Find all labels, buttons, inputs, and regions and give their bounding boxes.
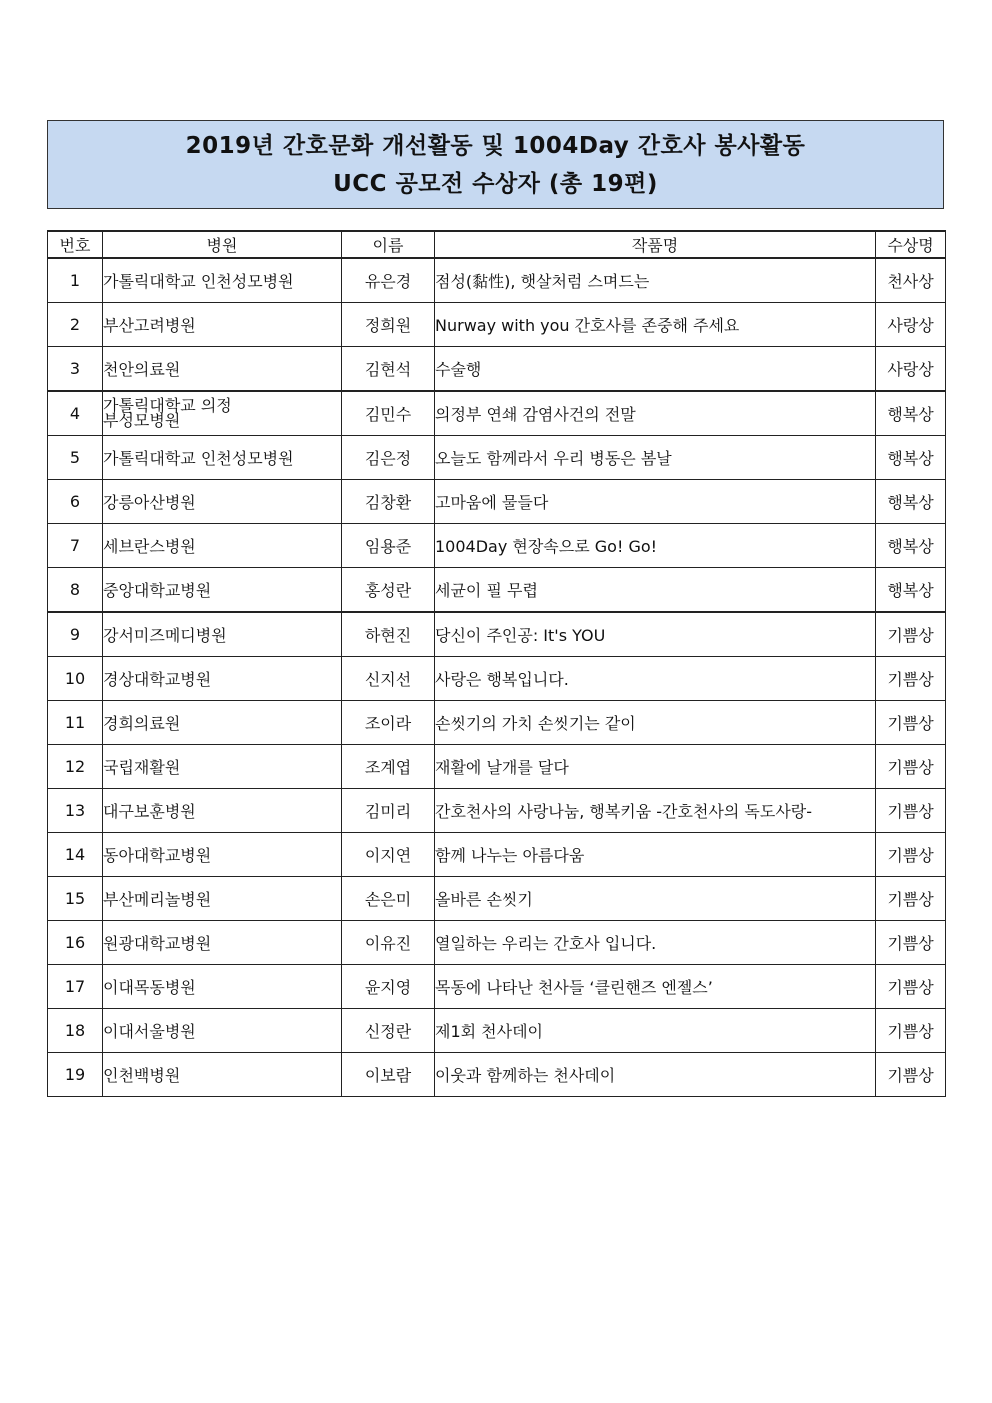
row-award: 기쁨상 (876, 789, 946, 833)
row-hospital-text: 가톨릭대학교 의정부성모병원 (103, 395, 232, 430)
row-hospital: 강릉아산병원 (103, 480, 342, 524)
row-work-title: 세균이 필 무렵 (435, 568, 876, 613)
row-hospital: 경상대학교병원 (103, 657, 342, 701)
row-hospital: 국립재활원 (103, 745, 342, 789)
row-name: 하현진 (342, 612, 435, 657)
row-number: 15 (48, 877, 103, 921)
row-work-title: 손씻기의 가치 손씻기는 같이 (435, 701, 876, 745)
row-work-title: 목동에 나타난 천사들 ‘클린핸즈 엔젤스’ (435, 965, 876, 1009)
row-hospital: 강서미즈메디병원 (103, 612, 342, 657)
table-row (48, 347, 946, 392)
row-name: 이지연 (342, 833, 435, 877)
row-number: 17 (48, 965, 103, 1009)
row-work-title: Nurway with you 간호사를 존중해 주세요 (435, 303, 876, 347)
row-work-title: 오늘도 함께라서 우리 병동은 봄날 (435, 436, 876, 480)
table-header-row (48, 231, 946, 258)
row-number: 4 (48, 391, 103, 436)
row-award: 기쁨상 (876, 877, 946, 921)
row-work-title: 수술행 (435, 347, 876, 392)
row-work-title: 간호천사의 사랑나눔, 행복키움 -간호천사의 독도사랑- (435, 789, 876, 833)
row-number: 18 (48, 1009, 103, 1053)
row-hospital: 이대목동병원 (103, 965, 342, 1009)
table-row (48, 965, 946, 1009)
document-title-line1: 2019년 간호문화 개선활동 및 1004Day 간호사 봉사활동 (185, 133, 806, 159)
row-number: 12 (48, 745, 103, 789)
row-name: 김창환 (342, 480, 435, 524)
table-row (48, 701, 946, 745)
row-award: 기쁨상 (876, 701, 946, 745)
row-number: 14 (48, 833, 103, 877)
row-name: 손은미 (342, 877, 435, 921)
row-work-title: 재활에 날개를 달다 (435, 745, 876, 789)
row-award: 행복상 (876, 436, 946, 480)
row-award: 기쁨상 (876, 745, 946, 789)
row-award: 사랑상 (876, 303, 946, 347)
table-row (48, 568, 946, 613)
row-name: 김현석 (342, 347, 435, 392)
document-title-box (47, 120, 944, 209)
row-hospital: 인천백병원 (103, 1053, 342, 1097)
row-work-title: 점성(黏性), 햇살처럼 스며드는 (435, 258, 876, 303)
row-hospital: 대구보훈병원 (103, 789, 342, 833)
winners-table (47, 230, 946, 1097)
row-work-title: 의정부 연쇄 감염사건의 전말 (435, 391, 876, 436)
header-hospital: 병원 (103, 231, 342, 258)
header-award: 수상명 (876, 231, 946, 258)
header-name: 이름 (342, 231, 435, 258)
row-award: 기쁨상 (876, 657, 946, 701)
row-award: 사랑상 (876, 347, 946, 392)
table-row (48, 612, 946, 657)
table-row (48, 833, 946, 877)
row-hospital: 부산고려병원 (103, 303, 342, 347)
row-hospital: 가톨릭대학교 인천성모병원 (103, 258, 342, 303)
row-number: 1 (48, 258, 103, 303)
row-number: 3 (48, 347, 103, 392)
row-award: 행복상 (876, 480, 946, 524)
row-hospital: 중앙대학교병원 (103, 568, 342, 613)
table-row (48, 745, 946, 789)
row-name: 임용준 (342, 524, 435, 568)
row-hospital: 이대서울병원 (103, 1009, 342, 1053)
row-name: 신정란 (342, 1009, 435, 1053)
row-number: 19 (48, 1053, 103, 1097)
row-name: 신지선 (342, 657, 435, 701)
row-hospital (103, 391, 342, 436)
table-row (48, 480, 946, 524)
row-name: 김은정 (342, 436, 435, 480)
row-number: 5 (48, 436, 103, 480)
row-name: 유은경 (342, 258, 435, 303)
row-work-title: 올바른 손씻기 (435, 877, 876, 921)
table-row (48, 657, 946, 701)
row-number: 16 (48, 921, 103, 965)
row-award: 행복상 (876, 524, 946, 568)
table-row (48, 1009, 946, 1053)
row-award: 기쁨상 (876, 612, 946, 657)
row-name: 조계엽 (342, 745, 435, 789)
row-award: 기쁨상 (876, 965, 946, 1009)
table-row (48, 524, 946, 568)
row-award: 기쁨상 (876, 1053, 946, 1097)
row-hospital: 가톨릭대학교 인천성모병원 (103, 436, 342, 480)
row-award: 기쁨상 (876, 1009, 946, 1053)
row-hospital: 부산메리놀병원 (103, 877, 342, 921)
row-name: 조이라 (342, 701, 435, 745)
header-number: 번호 (48, 231, 103, 258)
table-row (48, 303, 946, 347)
row-work-title: 고마움에 물들다 (435, 480, 876, 524)
row-name: 김민수 (342, 391, 435, 436)
header-work-title: 작품명 (435, 231, 876, 258)
row-work-title: 사랑은 행복입니다. (435, 657, 876, 701)
row-work-title: 열일하는 우리는 간호사 입니다. (435, 921, 876, 965)
row-work-title: 당신이 주인공: It's YOU (435, 612, 876, 657)
row-award: 천사상 (876, 258, 946, 303)
row-work-title: 제1회 천사데이 (435, 1009, 876, 1053)
row-name: 윤지영 (342, 965, 435, 1009)
table-row (48, 436, 946, 480)
document-title-line2: UCC 공모전 수상자 (총 19편) (333, 171, 658, 197)
table-row (48, 877, 946, 921)
row-hospital: 동아대학교병원 (103, 833, 342, 877)
row-number: 6 (48, 480, 103, 524)
row-number: 9 (48, 612, 103, 657)
row-hospital: 세브란스병원 (103, 524, 342, 568)
row-award: 기쁨상 (876, 833, 946, 877)
row-award: 행복상 (876, 568, 946, 613)
row-name: 이유진 (342, 921, 435, 965)
row-number: 7 (48, 524, 103, 568)
row-number: 13 (48, 789, 103, 833)
row-name: 이보람 (342, 1053, 435, 1097)
row-work-title: 이웃과 함께하는 천사데이 (435, 1053, 876, 1097)
row-name: 정희원 (342, 303, 435, 347)
row-hospital: 원광대학교병원 (103, 921, 342, 965)
table-row (48, 789, 946, 833)
table-row (48, 391, 946, 436)
row-award: 행복상 (876, 391, 946, 436)
row-hospital: 경희의료원 (103, 701, 342, 745)
row-hospital: 천안의료원 (103, 347, 342, 392)
row-number: 8 (48, 568, 103, 613)
table-row (48, 921, 946, 965)
row-number: 2 (48, 303, 103, 347)
row-work-title: 함께 나누는 아름다움 (435, 833, 876, 877)
row-number: 11 (48, 701, 103, 745)
row-name: 홍성란 (342, 568, 435, 613)
row-number: 10 (48, 657, 103, 701)
table-row (48, 1053, 946, 1097)
row-work-title: 1004Day 현장속으로 Go! Go! (435, 524, 876, 568)
table-row (48, 258, 946, 303)
row-name: 김미리 (342, 789, 435, 833)
row-award: 기쁨상 (876, 921, 946, 965)
